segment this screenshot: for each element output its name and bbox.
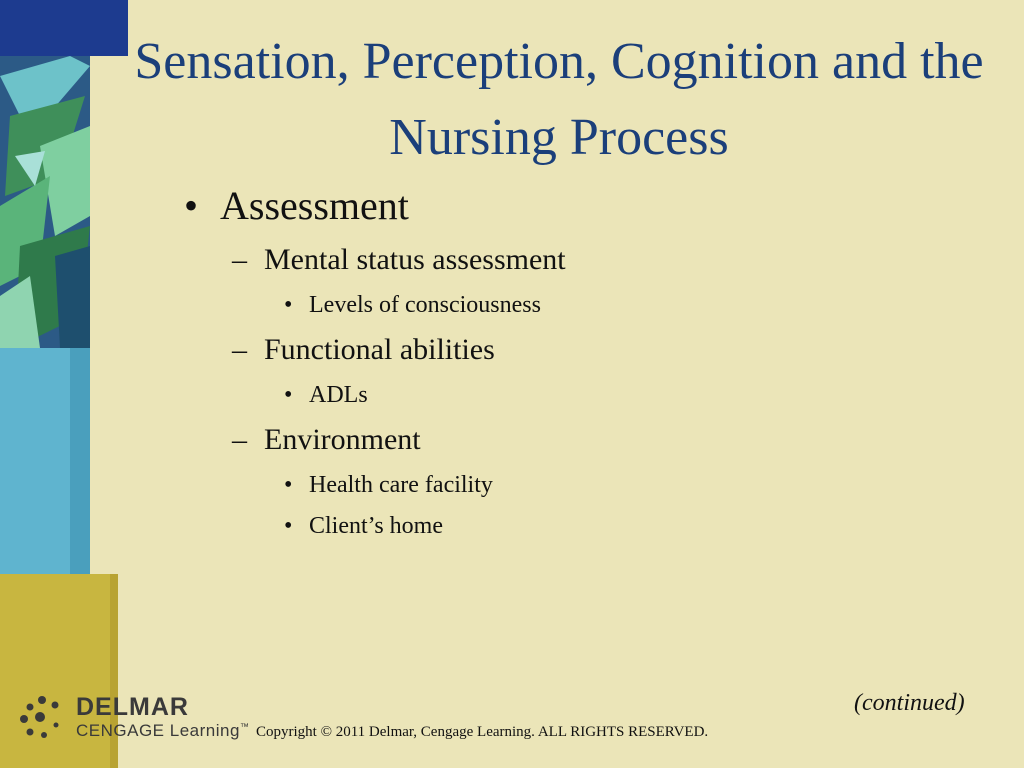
bullet-level3-facility bbox=[284, 472, 493, 499]
bullet-text: Levels of consciousness bbox=[309, 292, 541, 318]
bullet-level2-mental-status bbox=[232, 243, 566, 277]
leaf-photo-decoration bbox=[0, 56, 90, 348]
dash-marker: – bbox=[232, 333, 247, 366]
bullet-level2-environment bbox=[232, 423, 421, 457]
logo-dots-icon bbox=[18, 695, 68, 741]
blue-square-decoration bbox=[0, 0, 128, 56]
cyan-edge-decoration bbox=[70, 348, 90, 574]
dash-marker: – bbox=[232, 243, 247, 276]
bullet-level2-functional bbox=[232, 333, 495, 367]
bullet-text: Functional abilities bbox=[264, 333, 495, 366]
bullet-level3-consciousness bbox=[284, 292, 541, 319]
bullet-text: Mental status assessment bbox=[264, 243, 566, 276]
bullet-text: ADLs bbox=[309, 382, 368, 408]
left-decorative-strip bbox=[0, 0, 118, 768]
copyright-text: Copyright © 2011 Delmar, Cengage Learning. ALL RIGHTS RESERVED. bbox=[256, 724, 709, 740]
logo-subtitle-text: CENGAGE Learning bbox=[76, 721, 240, 740]
logo-subtitle bbox=[76, 721, 249, 741]
bullet-text: Client’s home bbox=[309, 513, 443, 539]
bullet-text: Health care facility bbox=[309, 472, 493, 498]
bullet-marker: • bbox=[284, 382, 293, 408]
bullet-level3-adls bbox=[284, 382, 368, 409]
delmar-cengage-logo bbox=[18, 693, 258, 743]
continued-note: (continued) bbox=[854, 690, 965, 716]
bullet-marker: • bbox=[284, 513, 293, 539]
logo-trademark: ™ bbox=[239, 721, 250, 732]
bullet-text: Assessment bbox=[220, 183, 409, 228]
bullet-level1-assessment bbox=[184, 182, 409, 229]
bullet-marker: • bbox=[284, 472, 293, 498]
bullet-level3-home bbox=[284, 513, 443, 540]
slide-title: Sensation, Perception, Cognition and the Nursing Process bbox=[134, 33, 984, 166]
logo-name: DELMAR bbox=[76, 693, 189, 721]
dash-marker: – bbox=[232, 423, 247, 456]
bullet-marker: • bbox=[284, 292, 293, 318]
bullet-text: Environment bbox=[264, 423, 421, 456]
bullet-marker: • bbox=[184, 183, 199, 228]
